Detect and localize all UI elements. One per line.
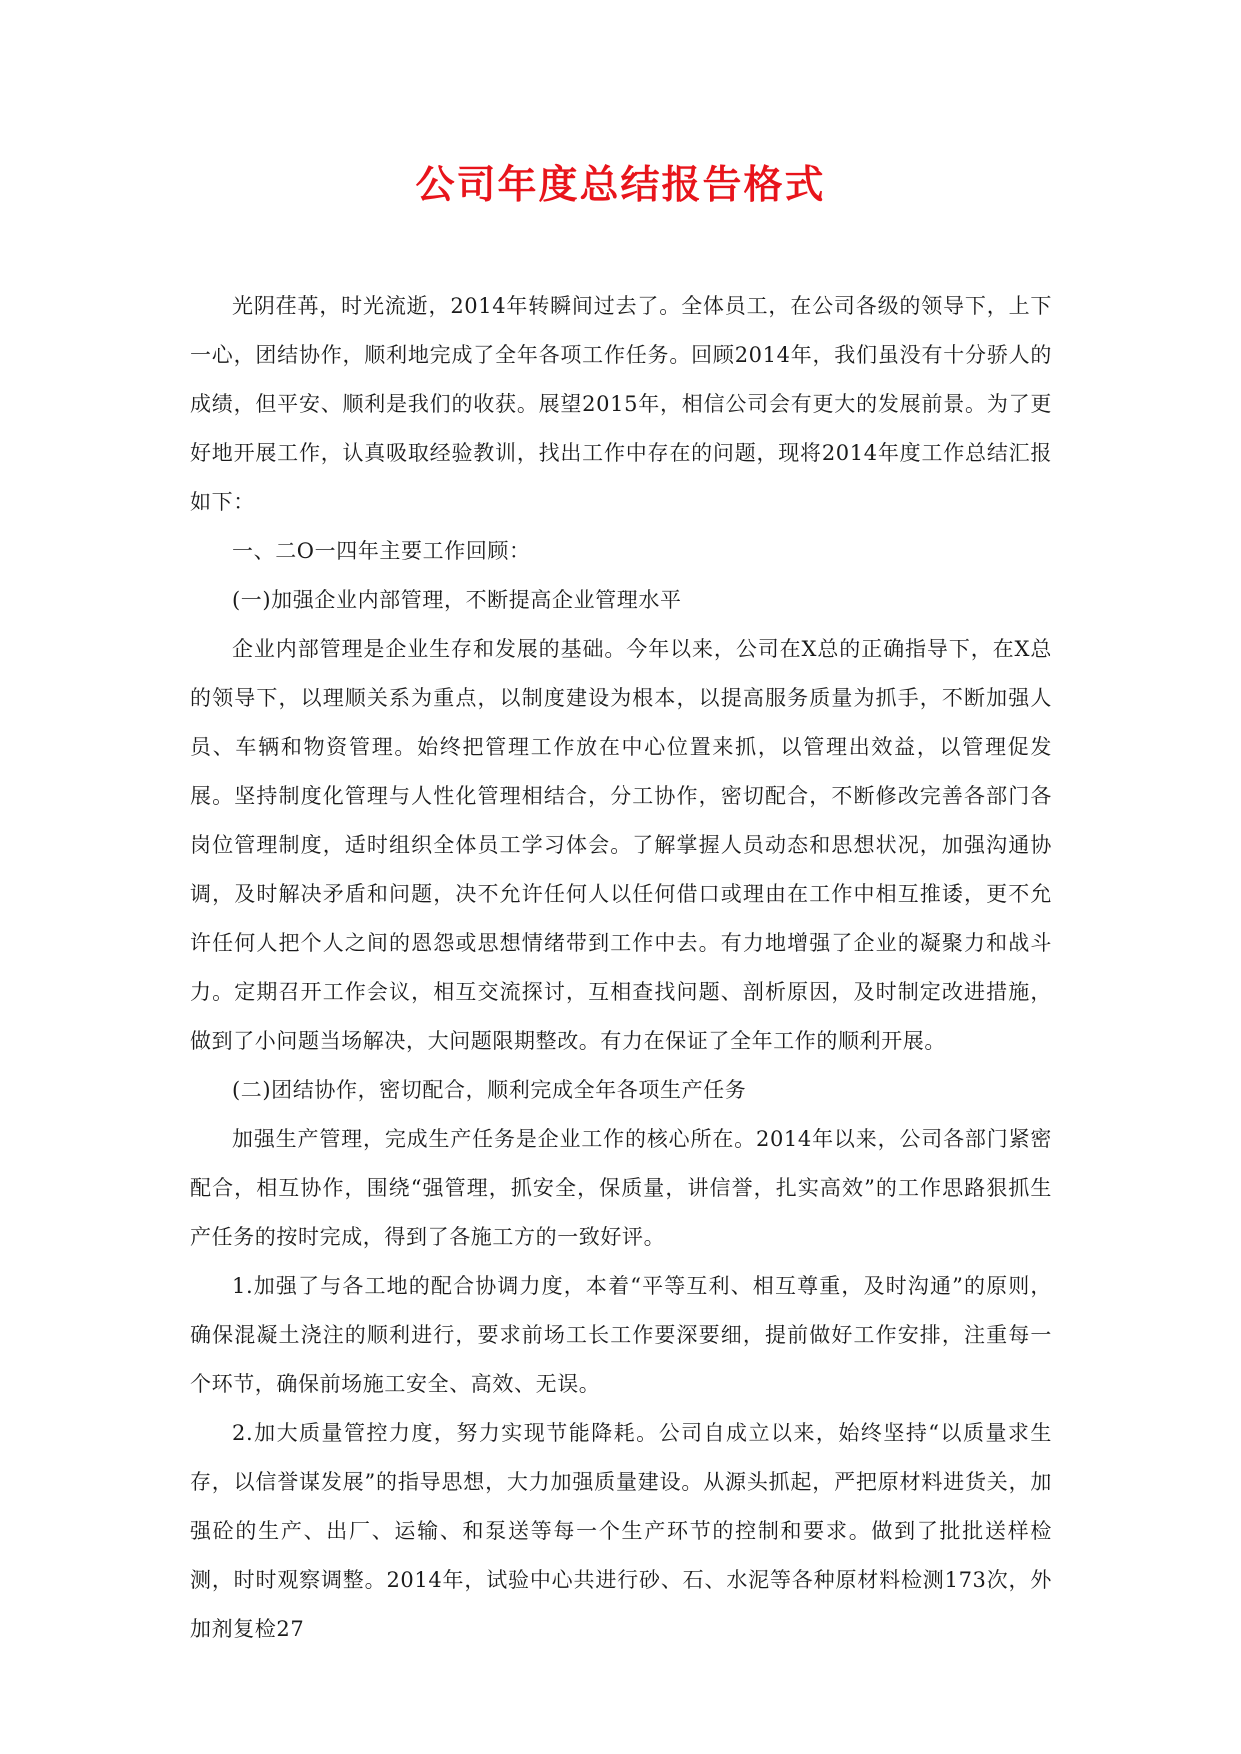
- paragraph-production: 加强生产管理，完成生产任务是企业工作的核心所在。2014年以来，公司各部门紧密配合，相互协作，围绕“强管理，抓安全，保质量，讲信誉，扎实高效”的工作思路狠抓生产任务的按时完成，得到了各施工方的一致好评。: [190, 1127, 1052, 1249]
- document-body: [190, 282, 1052, 1654]
- list-item-coordination: 1.加强了与各工地的配合协调力度，本着“平等互利、相互尊重，及时沟通”的原则，确保混凝土浇注的顺利进行，要求前场工长工作要深要细，提前做好工作安排，注重每一个环节，确保前场施工安全、高效、无误。: [190, 1274, 1052, 1396]
- list-item-quality: 2.加大质量管控力度，努力实现节能降耗。公司自成立以来，始终坚持“以质量求生存，以信誉谋发展”的指导思想，大力加强质量建设。从源头抓起，严把原材料进货关，加强砼的生产、出厂、运输、和泵送等每一个生产环节的控制和要求。做到了批批送样检测，时时观察调整。2014年，试验中心共进行砂、石、水泥等各种原材料检测173次，外加剂复检27: [190, 1421, 1052, 1641]
- document-title: 公司年度总结报告格式: [415, 162, 826, 208]
- subsection-heading-management: (一)加强企业内部管理，不断提高企业管理水平: [232, 588, 682, 612]
- paragraph-intro: 光阴荏苒，时光流逝，2014年转瞬间过去了。全体员工，在公司各级的领导下，上下一心，团结协作，顺利地完成了全年各项工作任务。回顾2014年，我们虽没有十分骄人的成绩，但平安、顺利是我们的收获。展望2015年，相信公司会有更大的发展前景。为了更好地开展工作，认真吸取经验教训，找出工作中存在的问题，现将2014年度工作总结汇报如下：: [190, 294, 1052, 514]
- subsection-heading-production: (二)团结协作，密切配合，顺利完成全年各项生产任务: [232, 1078, 747, 1102]
- section-heading-review: 一、二O一四年主要工作回顾：: [232, 539, 531, 563]
- paragraph-management: 企业内部管理是企业生存和发展的基础。今年以来，公司在X总的正确指导下，在X总的领导下，以理顺关系为重点，以制度建设为根本，以提高服务质量为抓手，不断加强人员、车辆和物资管理。始终把管理工作放在中心位置来抓，以管理出效益，以管理促发展。坚持制度化管理与人性化管理相结合，分工协作，密切配合，不断修改完善各部门各岗位管理制度，适时组织全体员工学习体会。了解掌握人员动态和思想状况，加强沟通协调，及时解决矛盾和问题，决不允许任何人以任何借口或理由在工作中相互推诿，更不允许任何人把个人之间的恩怨或思想情绪带到工作中去。有力地增强了企业的凝聚力和战斗力。定期召开工作会议，相互交流探讨，互相查找问题、剖析原因，及时制定改进措施，做到了小问题当场解决，大问题限期整改。有力在保证了全年工作的顺利开展。: [190, 637, 1052, 1053]
